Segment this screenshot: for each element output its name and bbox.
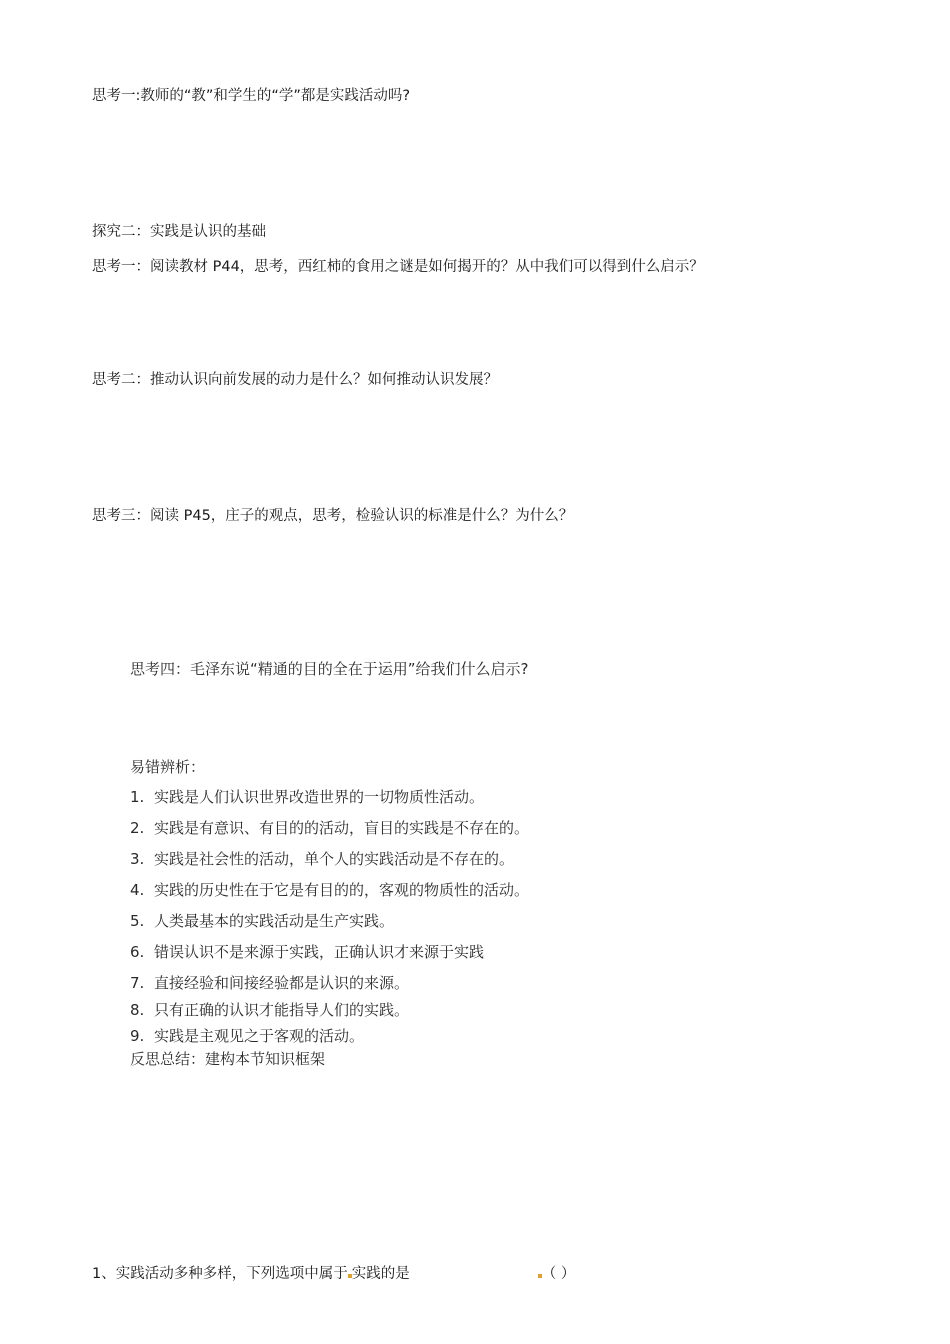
question-2-1: 思考一：阅读教材 P44，思考，西红柿的食用之谜是如何揭开的？从中我们可以得到什么启示？: [92, 259, 704, 275]
error-item-number: 9.: [130, 1027, 145, 1045]
error-item-number: 5.: [130, 912, 145, 930]
error-item-text: 实践是人们认识世界改造世界的一切物质性活动。: [154, 788, 485, 806]
error-item: [130, 818, 529, 838]
error-item-text: 直接经验和间接经验都是认识的来源。: [154, 974, 410, 992]
error-item: [130, 849, 514, 869]
error-item: [130, 1026, 364, 1046]
question-1: 思考一:教师的“教”和学生的“学”都是实践活动吗?: [92, 88, 411, 104]
error-item: [130, 973, 409, 993]
error-item: [130, 1000, 409, 1020]
error-item-text: 人类最基本的实践活动是生产实践。: [154, 912, 395, 930]
error-item: [130, 942, 484, 962]
answer-paren: （ ）: [541, 1266, 576, 1282]
question-2-2: 思考二：推动认识向前发展的动力是什么？如何推动认识发展？: [92, 372, 498, 388]
error-item-text: 实践的历史性在于它是有目的的，客观的物质性的活动。: [154, 881, 530, 899]
error-item-number: 1.: [130, 788, 145, 806]
error-item-number: 2.: [130, 819, 145, 837]
error-item: [130, 787, 484, 807]
error-item-text: 错误认识不是来源于实践，正确认识才来源于实践: [154, 943, 485, 961]
error-item-number: 4.: [130, 881, 145, 899]
section-2-title: 探究二：实践是认识的基础: [92, 224, 266, 240]
exercise-text-part1: 1、实践活动多种多样，下列选项中属于: [92, 1266, 348, 1282]
exercise-question-1: [92, 1264, 575, 1284]
error-item-number: 8.: [130, 1001, 145, 1019]
error-item-text: 实践是主观见之于客观的活动。: [154, 1027, 365, 1045]
question-2-3: 思考三：阅读 P45，庄子的观点，思考，检验认识的标准是什么？为什么？: [92, 508, 574, 524]
exercise-text-part2: 实践的是: [351, 1266, 410, 1282]
summary-title: 反思总结：建构本节知识框架: [130, 1050, 326, 1068]
question-4: 思考四：毛泽东说“精通的目的全在于运用”给我们什么启示?: [130, 660, 529, 678]
errors-title: 易错辨析：: [130, 758, 206, 776]
error-item-text: 实践是有意识、有目的的活动，盲目的实践是不存在的。: [154, 819, 530, 837]
error-item-text: 实践是社会性的活动，单个人的实践活动是不存在的。: [154, 850, 515, 868]
error-item-number: 3.: [130, 850, 145, 868]
error-item-text: 只有正确的认识才能指导人们的实践。: [154, 1001, 410, 1019]
error-item-number: 6.: [130, 943, 145, 961]
error-item: [130, 911, 394, 931]
error-item: [130, 880, 529, 900]
error-item-number: 7.: [130, 974, 145, 992]
